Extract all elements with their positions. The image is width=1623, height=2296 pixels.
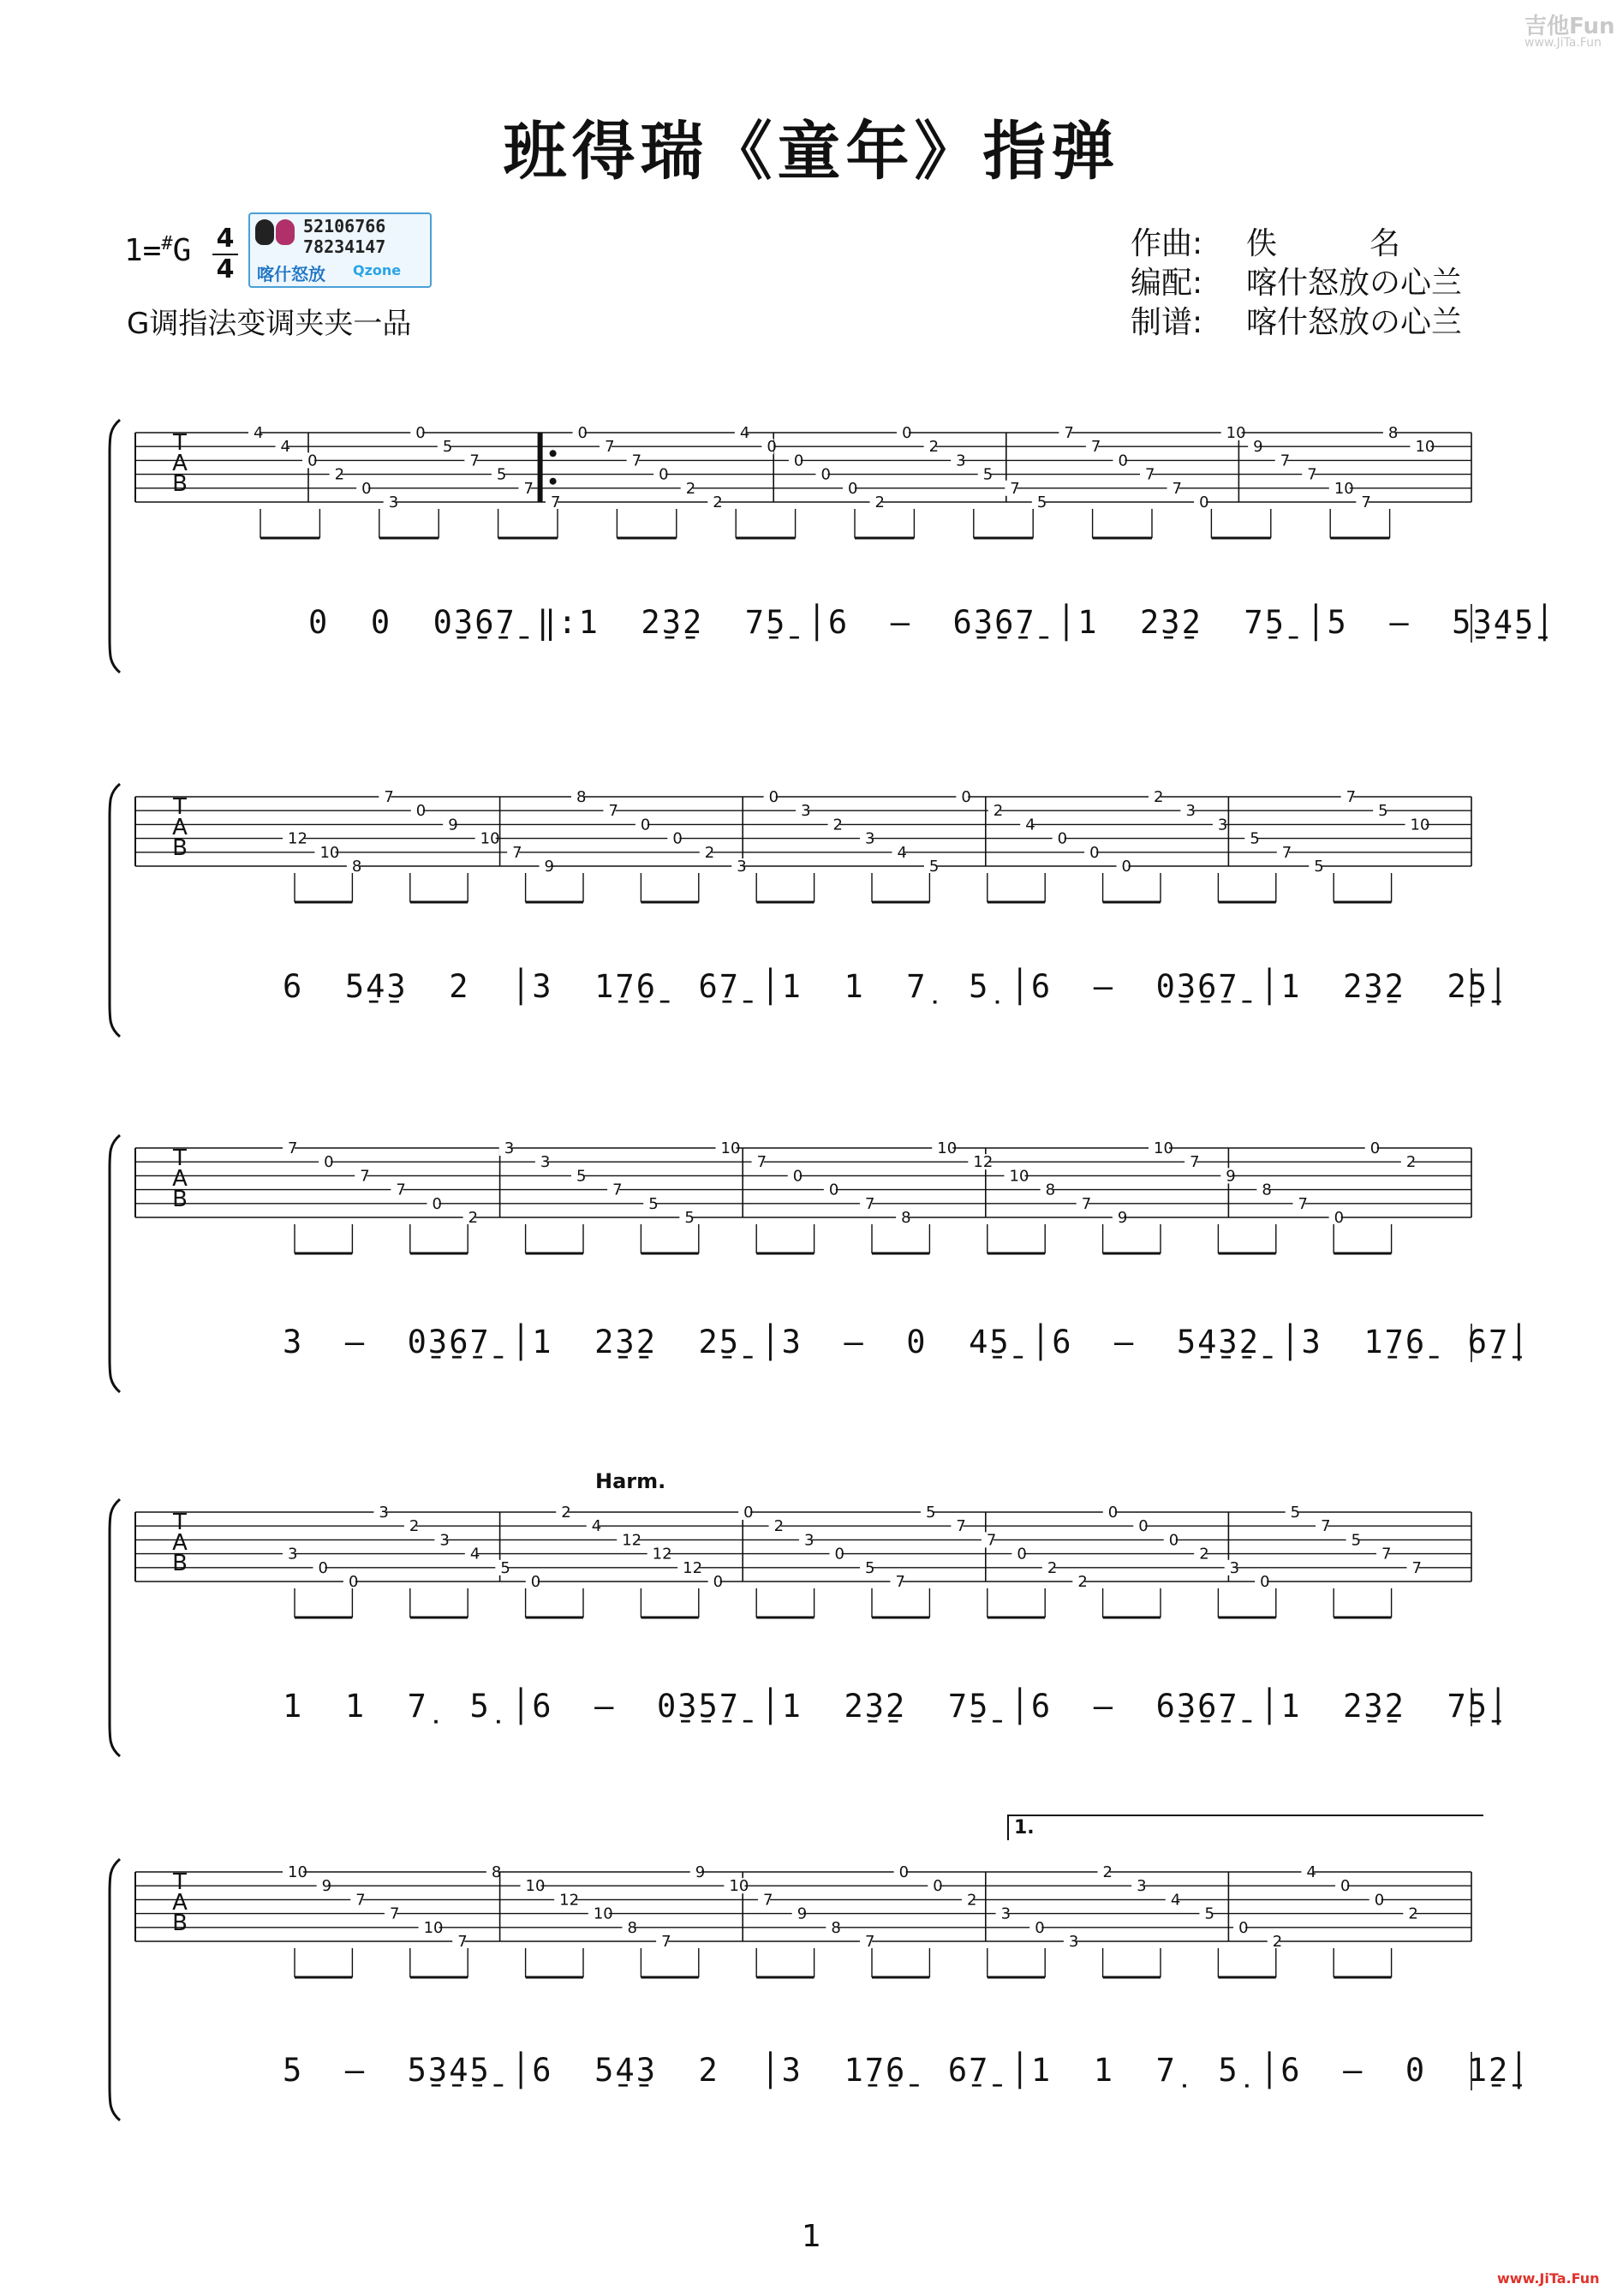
tab-number: 7 [1280,451,1291,470]
tab-number: 0 [348,1573,359,1591]
credit-value: 喀什怒放の心兰 [1246,266,1463,301]
tab-number: 3 [737,858,747,876]
tab-number: 7 [389,1904,400,1923]
tab-number: 10 [1009,1167,1029,1186]
tab-clef-letter: A [172,451,188,476]
tab-number: 2 [993,802,1004,821]
tab-number: 2 [1408,1904,1418,1923]
tab-number: 5 [648,1194,659,1213]
tab-number: 2 [1047,1558,1058,1577]
tab-number: 0 [834,1545,844,1564]
tab-number: 0 [1057,829,1068,848]
tab-number: 0 [828,1181,839,1199]
harmonic-marking: Harm. [595,1469,666,1493]
qq-number-1: 52106766 [303,216,386,236]
tab-number: 8 [491,1863,502,1881]
tab-clef-letter: T [173,430,187,456]
tab-number: 5 [684,1209,695,1227]
tab-number: 10 [937,1139,958,1157]
page-number: 1 [802,2219,821,2254]
tab-number: 0 [793,451,804,470]
system-brace [110,420,120,673]
tab-number: 7 [895,1573,905,1591]
tab-number: 0 [961,788,971,806]
tab-number: 5 [500,1558,510,1577]
tab-number: 7 [865,1194,875,1213]
tab-number: 9 [797,1904,808,1923]
qq-number-2: 78234147 [303,236,386,257]
tab-number: 2 [704,843,715,862]
jianpu-line-2: 6 5̱4̱3 2 │3 1̱7̱6̱ 6̱7̱ │1 1 7̣ 5̣ │6 — 0̱3̱6̱7̱ │1 2̱3̱2 2̱5̱│ [283,968,1510,1005]
tab-number: 5 [1290,1504,1301,1522]
tab-number: 7 [1281,843,1292,862]
tab-number: 0 [307,451,318,470]
tab-number: 7 [469,451,480,470]
tab-number: 4 [280,438,290,457]
tab-clef-letter: T [173,1145,187,1171]
tab-number: 2 [561,1504,571,1522]
tab-clef-letter: A [172,1530,188,1556]
tab-number: 2 [874,493,885,511]
tab-number: 0 [432,1194,442,1213]
credit-label: 作曲: [1131,226,1203,261]
tab-number: 9 [1226,1167,1236,1186]
tab-number: 0 [767,438,777,457]
tab-number: 0 [1089,843,1100,862]
tab-number: 0 [1118,451,1128,470]
tab-number: 3 [801,802,811,821]
tab-number: 3 [1185,802,1196,821]
tab-clef-letter: B [172,471,188,497]
tab-number: 3 [379,1504,389,1522]
tab-number: 10 [729,1877,749,1896]
tab-number: 0 [1138,1517,1149,1536]
tab-number: 7 [1172,479,1182,498]
repeat-thick-bar [538,433,543,502]
credit-label: 制谱: [1131,305,1203,340]
tab-number: 3 [388,493,399,511]
tab-number: 10 [593,1904,613,1923]
tab-number: 2 [928,438,940,457]
tab-number: 2 [334,465,345,484]
tab-number: 7 [763,1891,773,1910]
time-signature-numerator: 4 [216,224,235,254]
tab-number: 7 [661,1933,671,1951]
repeat-dot [550,450,557,457]
tab-number: 2 [685,479,696,498]
tab-number: 4 [254,424,264,442]
jianpu-line-1: 0 0 0̱3̱6̱7̱ ‖:1 2̱3̱2 7̱5̱ │6 — 6̱3̱6̱7̱ │1 2̱3̱2 7̱5̱ │5 — 5̱3̱4̱5̱│ [308,604,1556,641]
tab-number: 7 [1145,465,1155,484]
qq-brand: 喀什怒放 [257,264,325,284]
tab-number: 0 [1334,1209,1345,1227]
tab-number: 8 [831,1918,841,1937]
tab-clef-letter: B [172,1551,188,1576]
tab-number: 7 [288,1139,298,1157]
tab-clef-letter: B [172,1910,188,1936]
tab-number: 10 [288,1863,307,1881]
tab-number: 3 [540,1153,551,1172]
tab-clef-letter: A [172,1890,188,1916]
tab-number: 7 [396,1181,406,1199]
key-prefix: 1= [124,233,162,268]
tab-number: 3 [804,1531,814,1550]
tab-number: 0 [1121,858,1132,876]
repeat-dot [550,478,557,485]
tab-number: 2 [409,1517,420,1536]
tab-number: 2 [1077,1573,1088,1591]
tab-number: 7 [608,802,618,821]
tab-number: 0 [1107,1504,1119,1522]
tab-number: 3 [1137,1877,1147,1896]
tab-number: 0 [1369,1139,1381,1157]
tab-number: 0 [577,424,588,442]
tab-number: 12 [622,1531,642,1550]
credit-value: 喀什怒放の心兰 [1246,305,1463,340]
tab-number: 5 [1250,829,1260,848]
tab-number: 12 [683,1558,703,1577]
tab-number: 7 [1381,1545,1392,1564]
tab-number: 0 [415,802,427,821]
tab-number: 7 [605,438,615,457]
tab-number: 3 [288,1545,298,1564]
jianpu-line-4: 1 1 7̣ 5̣ │6 — 0̱3̱5̱7̱ │1 2̱3̱2 7̱5̱ │6 — 6̱3̱6̱7̱ │1 2̱3̱2 7̱5̱│ [283,1688,1510,1725]
tab-number: 2 [468,1209,479,1227]
tab-number: 10 [423,1918,444,1937]
tab-clef-letter: A [172,1166,188,1192]
tab-number: 10 [1334,479,1354,498]
tab-number: 7 [1090,438,1101,457]
tab-number: 5 [442,438,453,457]
tab-number: 3 [1068,1933,1079,1951]
tab-number: 0 [530,1573,541,1591]
tab-number: 5 [1314,858,1324,876]
tab-number: 5 [1204,1904,1214,1923]
tab-number: 9 [1253,438,1263,457]
site-logo: 吉他Fun [1525,14,1615,39]
tab-number: 7 [1321,1517,1331,1536]
tab-number: 4 [1170,1891,1181,1910]
tab-number: 0 [1260,1573,1270,1591]
tab-number: 0 [318,1558,328,1577]
tab-number: 8 [1387,424,1399,442]
tab-number: 10 [720,1139,741,1157]
tab-number: 3 [439,1531,450,1550]
tab-number: 3 [1217,816,1228,834]
tab-number: 7 [1346,788,1357,806]
tab-number: 5 [982,465,993,484]
tab-clef-letter: B [172,1187,188,1212]
tab-number: 5 [865,1558,875,1577]
tab-number: 4 [591,1517,602,1536]
first-ending-bracket: 1. [1007,1815,1483,1840]
key-note: G [172,233,192,268]
tab-number: 8 [351,858,362,876]
tab-number: 10 [480,829,500,848]
tab-number: 7 [1361,493,1371,511]
jianpu-line-5: 5 — 5̱3̱4̱5̱ │6 5̱4̱3 2 │3 1̱7̱6̱ 6̱7̱ │1 1 7̣ 5̣ │6 — 0 1̱2̱│ [283,2052,1531,2089]
tab-number: 5 [496,465,507,484]
tab-number: 0 [1017,1545,1027,1564]
tab-number: 5 [925,1504,936,1522]
tab-number: 2 [1272,1933,1283,1951]
tab-number: 2 [1199,1545,1209,1564]
tab-clef-letter: T [173,794,187,820]
key-accidental: # [161,233,173,254]
tab-clef-letter: T [173,1869,187,1895]
tab-number: 7 [1081,1194,1092,1213]
tab-number: 7 [1190,1153,1200,1172]
tab-number: 8 [1045,1181,1056,1199]
jianpu-line-3: 3 — 0̱3̱6̱7̱ │1 2̱3̱2 2̱5̱ │3 — 0 4̱5̱ │6 — 5̱4̱3̱2̱ │3 1̱7̱6̱ 6̱7̱│ [283,1324,1531,1360]
tab-number: 3 [1000,1904,1011,1923]
tab-number: 8 [627,1918,637,1937]
tab-number: 0 [1035,1918,1045,1937]
tab-number: 5 [576,1167,587,1186]
tab-number: 7 [1411,1558,1422,1577]
tab-number: 8 [576,788,587,806]
tab-number: 4 [1306,1863,1316,1881]
tab-number: 10 [1154,1139,1173,1157]
page-title: 班得瑞《童年》指弹 [503,115,1120,188]
tab-number: 0 [415,424,426,442]
tab-number: 7 [355,1891,366,1910]
tab-number: 7 [612,1181,623,1199]
tab-number: 3 [956,451,966,470]
tab-number: 7 [384,788,394,806]
capo-note: G调指法变调夹夹一品 [127,307,412,341]
tab-number: 4 [897,843,907,862]
tab-number: 0 [898,1863,910,1881]
tab-number: 12 [973,1153,993,1172]
tab-number: 0 [743,1504,754,1522]
tab-number: 7 [865,1933,875,1951]
tab-number: 7 [956,1517,966,1536]
tab-number: 7 [631,451,642,470]
tab-number: 0 [1168,1531,1179,1550]
tab-number: 2 [1154,788,1164,806]
tab-number: 2 [1405,1153,1417,1172]
tab-number: 7 [1298,1194,1308,1213]
tab-number: 0 [792,1167,803,1186]
tab-number: 5 [1036,493,1047,511]
tab-clef-letter: A [172,815,188,840]
tab-number: 0 [768,788,779,806]
site-url-bottom: www.JiTa.Fun [1497,2270,1600,2287]
tab-number: 7 [1010,479,1020,498]
system-brace [110,1859,120,2120]
tab-clef-letter: B [172,835,188,861]
tab-number: 0 [672,829,683,848]
tab-number: 7 [457,1933,468,1951]
tab-number: 7 [512,843,522,862]
tab-number: 2 [773,1517,785,1536]
tab-number: 0 [324,1153,334,1172]
tab-number: 0 [1374,1891,1385,1910]
tab-number: 12 [652,1545,672,1564]
tab-number: 4 [739,424,750,442]
tab-number: 2 [713,493,723,511]
credit-label: 编配: [1131,266,1203,301]
tab-number: 5 [1378,802,1388,821]
tab-number: 0 [848,479,858,498]
tab-number: 3 [865,829,875,848]
tab-number: 9 [544,858,555,876]
tab-number: 7 [986,1531,997,1550]
tab-number: 7 [523,479,534,498]
tab-number: 4 [1025,816,1035,834]
tab-number: 7 [1307,465,1317,484]
tab-number: 2 [1102,1863,1113,1881]
tab-number: 10 [1415,438,1435,457]
system-brace [110,1499,120,1756]
tab-number: 12 [559,1891,580,1910]
system-brace [110,784,120,1037]
tab-number: 12 [288,829,307,848]
tab-number: 0 [1340,1877,1351,1896]
site-url-top: www.JiTa.Fun [1525,36,1602,50]
tab-number: 5 [1351,1531,1362,1550]
tab-number: 0 [820,465,831,484]
tab-number: 8 [901,1209,911,1227]
tab-number: 0 [1199,493,1209,511]
tab-number: 9 [321,1877,332,1896]
tab-number: 5 [928,858,940,876]
tab-number: 3 [1229,1558,1240,1577]
credit-value: 佚 名 [1246,226,1401,261]
tab-number: 2 [832,816,844,834]
tab-number: 7 [756,1153,767,1172]
tab-number: 0 [713,1573,724,1591]
tab-number: 10 [1226,424,1246,442]
tab-number: 9 [695,1863,706,1881]
system-brace [110,1135,120,1392]
tab-clef-letter: T [173,1510,187,1535]
tab-number: 0 [933,1877,943,1896]
tab-number: 7 [551,493,561,511]
tab-number: 7 [1064,424,1074,442]
time-signature-denominator: 4 [212,254,238,284]
tab-number: 0 [640,816,651,834]
tab-number: 9 [448,816,458,834]
tab-number: 7 [360,1167,370,1186]
tab-number: 9 [1117,1209,1128,1227]
tab-number: 10 [319,843,340,862]
tab-number: 3 [504,1139,515,1157]
tab-number: 10 [525,1877,546,1896]
tab-number: 10 [1410,816,1430,834]
tab-number: 2 [966,1891,977,1910]
tab-number: 0 [659,465,669,484]
tab-number: 0 [902,424,912,442]
tab-number: 4 [469,1545,480,1564]
tab-number: 8 [1262,1181,1272,1199]
tab-number: 0 [361,479,372,498]
tab-number: 0 [1238,1918,1249,1937]
qzone-logo: Qzone [353,262,402,278]
